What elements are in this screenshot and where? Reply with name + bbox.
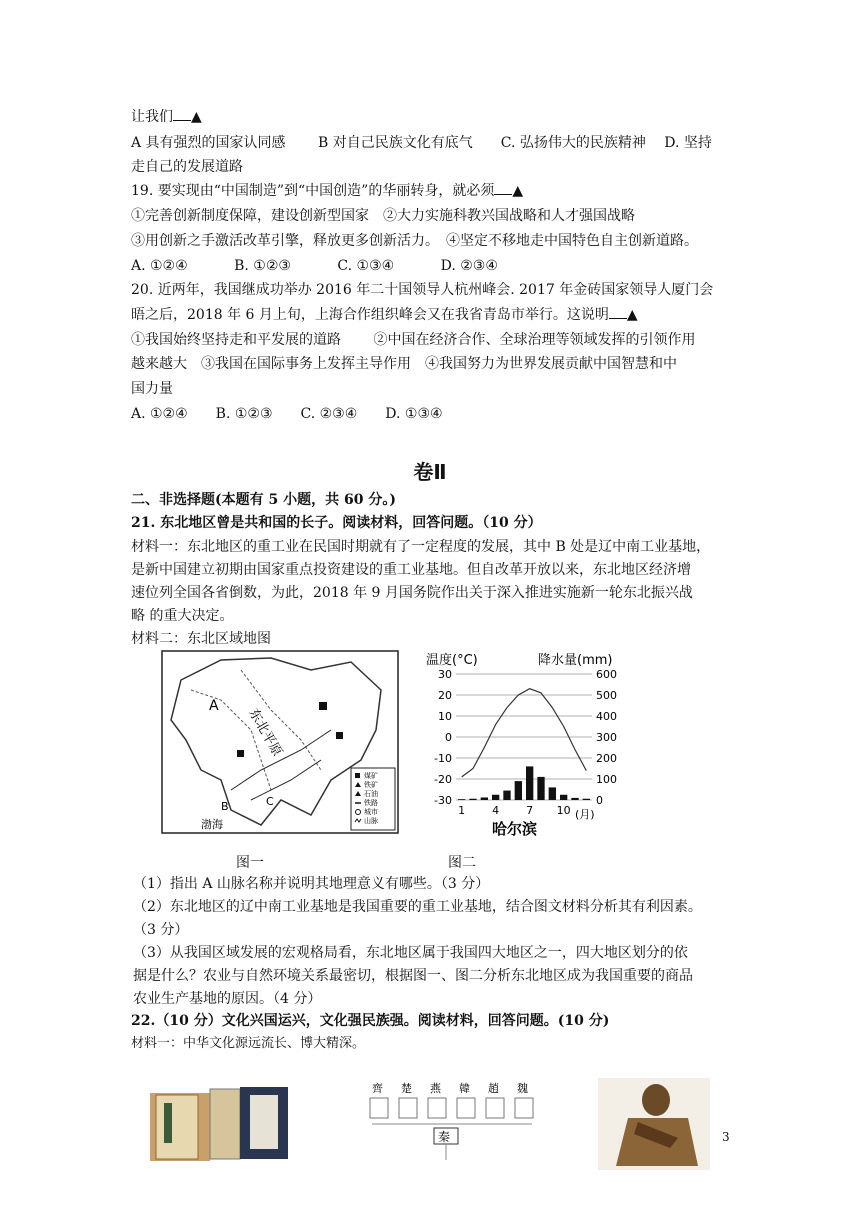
map-label-plain: 东北平原 [245, 706, 285, 760]
q20-options: A. ①②④ B. ①②③ C. ②③④ D. ①③④ [131, 406, 443, 422]
precipitation-bar [515, 781, 522, 800]
temperature-tick-label: -20 [434, 773, 452, 786]
q21-material2: 材料二：东北区域地图 [131, 631, 271, 647]
precipitation-tick-label: 400 [596, 710, 617, 723]
temperature-tick-label: 10 [438, 710, 452, 723]
q19-options: A. ①②④ B. ①②③ C. ①③④ D. ②③④ [131, 258, 498, 274]
precipitation-bar [571, 798, 578, 800]
chart-title-precipitation: 降水量(mm) [538, 653, 613, 668]
state-character-label: 趙 [488, 1082, 499, 1095]
q21-sub3-l2: 据是什么？农业与自然环境关系最密切，根据图一、图二分析东北地区成为我国重要的商品 [133, 968, 693, 984]
coal-mine-marker [237, 750, 244, 757]
q21-material1-l1: 材料一：东北地区的重工业在民国时期就有了一定程度的发展，其中 B 处是辽中南工业基地， [131, 539, 711, 555]
chart-title-temperature: 温度(°C) [426, 653, 478, 668]
q18-options-2: 走自己的发展道路 [131, 159, 243, 175]
statue-image [598, 1078, 710, 1170]
precipitation-bar [560, 795, 567, 800]
precipitation-tick-label: 200 [596, 752, 617, 765]
script-unification-diagram [362, 1076, 547, 1162]
seal-script-glyph [457, 1098, 475, 1118]
seal-script-glyph [370, 1098, 388, 1118]
state-character-label: 楚 [401, 1082, 412, 1095]
precipitation-tick-label: 0 [596, 794, 603, 807]
state-character-label: 魏 [517, 1082, 528, 1095]
seal-script-glyph [399, 1098, 417, 1118]
temperature-curve [462, 689, 587, 777]
month-tick-label: 4 [492, 804, 500, 817]
page-number: 3 [722, 1130, 730, 1144]
precipitation-bar [492, 795, 499, 800]
precipitation-bar [549, 787, 556, 800]
q21-sub3-l1: （3）从我国区域发展的宏观格局看，东北地区属于我国四大地区之一，四大地区划分的依 [133, 945, 688, 961]
precipitation-bar [503, 791, 510, 800]
seal-script-glyph [486, 1098, 504, 1118]
section-title: 卷Ⅱ [413, 460, 447, 484]
precipitation-bar [481, 797, 488, 800]
q18-tail: 让我们 ▲ [131, 106, 731, 128]
temperature-tick-label: -10 [434, 752, 452, 765]
svg-text:铁路: 铁路 [364, 799, 378, 807]
month-tick-label: 1 [458, 804, 466, 817]
precipitation-bar [526, 766, 533, 800]
svg-text:城市: 城市 [364, 808, 378, 816]
temperature-tick-label: 20 [438, 689, 452, 702]
q21-sub3-l3: 农业生产基地的原因。（4 分） [133, 991, 322, 1007]
northeast-map [161, 650, 399, 834]
q21-material1-l4: 略 的重大决定。 [131, 608, 234, 624]
precipitation-bar [583, 799, 590, 800]
precipitation-bar [537, 777, 544, 800]
map-label-sea: 渤海 [201, 818, 223, 831]
q18-options-1: A 具有强烈的国家认同感 B 对自己民族文化有底气 C. 弘扬伟大的民族精神 D. 坚持 [131, 135, 712, 151]
qin-label: 秦 [438, 1130, 451, 1144]
month-tick-label: 10 [556, 804, 571, 817]
q21-sub2-l2: （3 分） [133, 922, 189, 938]
figure-1-caption: 图一 [236, 855, 264, 871]
q19-stem: 19. 要实现由“中国制造”到“中国创造”的华丽转身，就必须 ▲ [131, 180, 731, 202]
svg-text:煤矿: 煤矿 [364, 772, 378, 780]
map-legend [351, 768, 395, 830]
chart-x-unit: (月) [575, 808, 595, 821]
state-character-label: 齊 [372, 1082, 383, 1095]
harbin-climate-chart [420, 648, 640, 838]
map-label-a: A [209, 698, 219, 714]
svg-text:山脉: 山脉 [364, 817, 378, 825]
map-label-b: B [221, 800, 229, 813]
classic-books-image [150, 1085, 292, 1163]
svg-text:铁矿: 铁矿 [364, 781, 378, 789]
q21-material1-l3: 速位列全国各省倒数，为此，2018 年 9 月国务院作出关于深入推进实施新一轮东北振兴战 [131, 585, 693, 601]
temperature-tick-label: 30 [438, 668, 452, 681]
q21-sub2-l1: （2）东北地区的辽中南工业基地是我国重要的重工业基地，结合图文材料分析其有利因素。 [133, 899, 702, 915]
q20-line-2: 晤之后，2018 年 6 月上旬，上海合作组织峰会又在我省青岛市举行。这说明 ▲ [131, 304, 731, 326]
q21-sub1: （1）指出 A 山脉名称并说明其地理意义有哪些。（3 分） [133, 876, 490, 892]
seal-script-glyph [428, 1098, 446, 1118]
q22-title: 22.（10 分）文化兴国运兴，文化强民族强。阅读材料，回答问题。(10 分) [131, 1013, 610, 1029]
q19-item-2: ③用创新之手激活改革引擎，释放更多创新活力。 ④坚定不移地走中国特色自主创新道路。 [131, 233, 698, 249]
q20-item-2: 越来越大 ③我国在国际事务上发挥主导作用 ④我国努力为世界发展贡献中国智慧和中 [131, 356, 677, 372]
temperature-tick-label: -30 [434, 794, 452, 807]
q20-item-1: ①我国始终坚持走和平发展的道路 ②中国在经济合作、全球治理等领域发挥的引领作用 [131, 332, 696, 348]
figure-2-caption: 图二 [448, 855, 476, 871]
q19-item-1: ①完善创新制度保障，建设创新型国家 ②大力实施科教兴国战略和人才强国战略 [131, 208, 635, 224]
map-label-c: C [266, 795, 274, 808]
precipitation-bar [458, 799, 465, 800]
precipitation-tick-label: 500 [596, 689, 617, 702]
chart-city-label: 哈尔滨 [492, 820, 538, 838]
q21-material1-l2: 是新中国建立初期由国家重点投资建设的重工业基地。但自改革开放以来，东北地区经济增 [131, 562, 691, 578]
q21-title: 21. 东北地区曾是共和国的长子。阅读材料，回答问题。（10 分） [131, 515, 542, 531]
q22-material1: 材料一：中华文化源远流长、博大精深。 [131, 1036, 366, 1051]
precipitation-tick-label: 600 [596, 668, 617, 681]
precipitation-bar [469, 799, 476, 800]
q20-item-3: 国力量 [131, 381, 173, 397]
coal-mine-marker [336, 732, 343, 739]
temperature-tick-label: 0 [445, 731, 452, 744]
q20-line-1: 20. 近两年，我国继成功举办 2016 年二十国领导人杭州峰会. 2017 年金砖国家领导人厦门会 [131, 282, 714, 298]
seal-script-glyph [515, 1098, 533, 1118]
svg-text:石油: 石油 [364, 790, 378, 798]
coal-mine-marker [319, 702, 327, 710]
precipitation-tick-label: 300 [596, 731, 617, 744]
state-character-label: 燕 [430, 1082, 441, 1095]
part-two-heading: 二、非选择题(本题有 5 小题，共 60 分。) [131, 492, 396, 508]
month-tick-label: 7 [526, 804, 534, 817]
precipitation-tick-label: 100 [596, 773, 617, 786]
state-character-label: 韓 [459, 1082, 470, 1095]
